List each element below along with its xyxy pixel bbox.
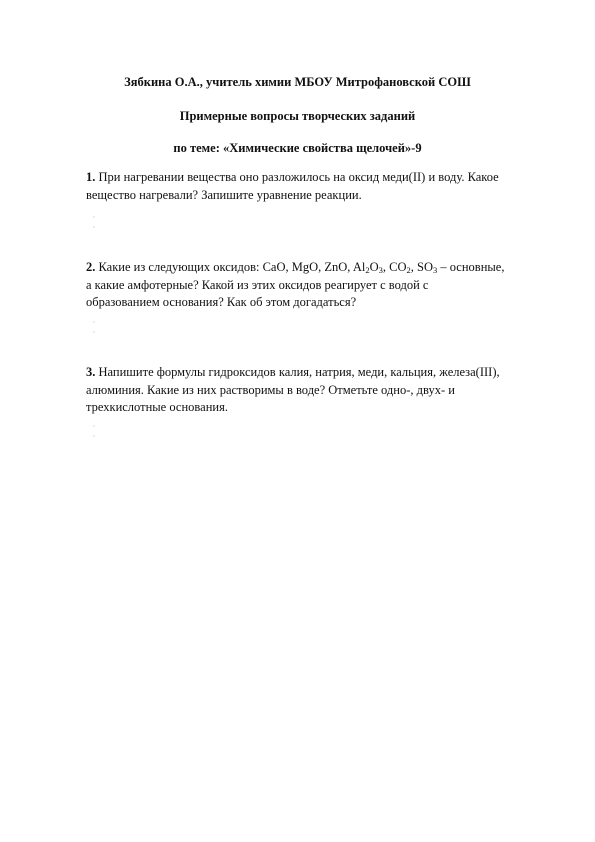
question-2-line-3: образованием основания? Как об этом догадаться? [86,295,357,309]
question-1 [86,169,556,204]
question-3-line-1 [86,364,556,382]
answer-space-marker: · [92,432,96,441]
author-line: Зябкина О.А., учитель химии МБОУ Митрофановской СОШ [124,75,471,89]
formula-subscript: 2 [406,265,411,275]
question-2-line-1 [86,259,556,277]
question-2-text-suffix: – основные, [437,260,505,274]
question-3-text-1: Напишите формулы гидроксидов калия, натрия, меди, кальция, железа(III), [98,365,500,379]
question-3-number: 3. [86,365,96,379]
formula-subscript: 3 [378,265,383,275]
document-topic: по теме: «Химические свойства щелочей»-9 [173,141,422,155]
question-2-line-2: а какие амфотерные? Какой из этих оксидов реагирует с водой с [86,277,429,292]
formula-part: , SO [410,260,433,274]
formula-part: , CO [382,260,407,274]
answer-space-marker: · [92,318,96,327]
answer-space-marker: · [92,328,96,337]
question-3-line-3: трехкислотные основания. [86,400,228,414]
formula-subscript: 2 [365,265,370,275]
question-3 [86,364,556,417]
question-2-number: 2. [86,260,96,274]
question-2 [86,259,556,312]
formula-part: O [369,260,379,274]
question-1-line-1 [86,169,556,187]
answer-space-marker: · [92,223,96,232]
formula-subscript: 3 [433,265,438,275]
question-3-line-2: алюминия. Какие из них растворимы в воде? Отметьте одно-, двух- и [86,382,455,397]
question-1-line-2: вещество нагревали? Запишите уравнение реакции. [86,187,362,202]
question-1-text-1: При нагревании вещества оно разложилось на оксид меди(II) и воду. Какое [98,170,499,184]
answer-space-marker: · [92,213,96,222]
question-2-text-prefix: Какие из следующих оксидов: CaO, MgO, ZnO, Al [98,260,366,274]
document-title: Примерные вопросы творческих заданий [179,109,416,123]
answer-space-marker: · [92,422,96,431]
question-1-number: 1. [86,170,96,184]
